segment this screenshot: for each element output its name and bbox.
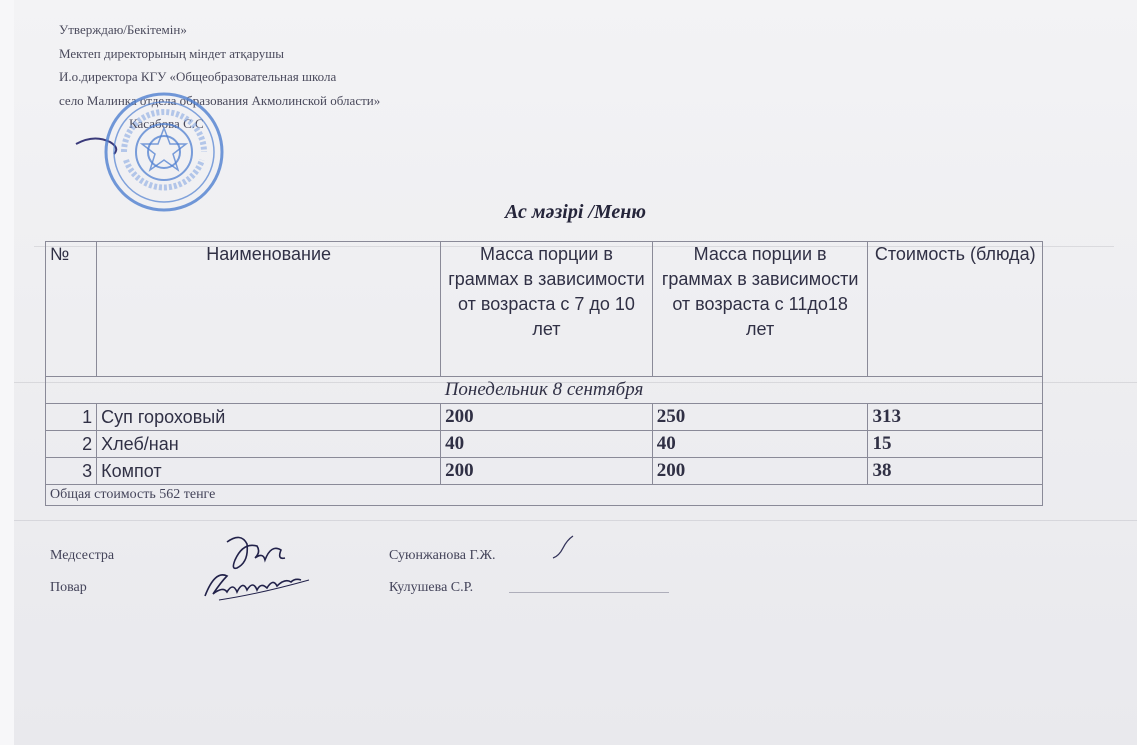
table-row <box>46 431 1043 458</box>
nurse-initials-icon <box>549 532 579 562</box>
page-edge <box>0 0 15 745</box>
dish-cost: 38 <box>868 458 1043 485</box>
scan-line <box>14 520 1137 521</box>
menu-table <box>45 241 1043 506</box>
portion-11-18: 250 <box>652 404 868 431</box>
portion-11-18: 200 <box>652 458 868 485</box>
nurse-signature-icon <box>219 530 309 570</box>
staff-role: Медсестра <box>50 548 115 563</box>
dish-name: Компот <box>97 458 441 485</box>
staff-role: Повар <box>50 580 87 595</box>
page-title: Ас мәзірі /Меню <box>504 201 647 223</box>
approval-line: село Малинка отдела образования Акмолинской области» <box>59 92 381 108</box>
day-label: Понедельник 8 сентября <box>46 377 1043 404</box>
column-header: Стоимость (блюда) <box>868 242 1043 377</box>
dish-name: Суп гороховый <box>97 404 441 431</box>
column-header: Масса порции в граммах в зависимости от возраста с 11до18 лет <box>652 242 868 377</box>
column-header: № <box>46 242 97 377</box>
signature-line <box>509 592 669 593</box>
row-number: 1 <box>46 404 97 431</box>
dish-cost: 313 <box>868 404 1043 431</box>
portion-7-10: 200 <box>441 458 653 485</box>
table-row <box>46 404 1043 431</box>
dish-cost: 15 <box>868 431 1043 458</box>
table-header-row <box>46 242 1043 377</box>
table-row <box>46 458 1043 485</box>
approval-line: И.о.директора КГУ «Общеобразовательная школа <box>59 69 337 84</box>
row-number: 3 <box>46 458 97 485</box>
staff-name: Суюнжанова Г.Ж. <box>389 548 496 563</box>
approval-line: Утверждаю/Бекітемін» <box>59 22 187 37</box>
staff-name: Кулушева С.Р. <box>389 580 474 595</box>
document-sheet <box>14 0 1137 745</box>
portion-7-10: 200 <box>441 404 653 431</box>
row-number: 2 <box>46 431 97 458</box>
director-name: Касабова С.С <box>129 116 204 131</box>
cook-signature-icon <box>199 566 324 606</box>
column-header: Наименование <box>97 242 441 377</box>
portion-11-18: 40 <box>652 431 868 458</box>
portion-7-10: 40 <box>441 431 653 458</box>
column-header: Масса порции в граммах в зависимости от возраста с 7 до 10 лет <box>441 242 653 377</box>
day-row <box>46 377 1043 404</box>
total-row <box>46 485 1043 506</box>
dish-name: Хлеб/нан <box>97 431 441 458</box>
approval-line: Мектеп директорының міндет атқарушы <box>59 45 284 61</box>
total-cost: Общая стоимость 562 тенге <box>46 485 1043 506</box>
